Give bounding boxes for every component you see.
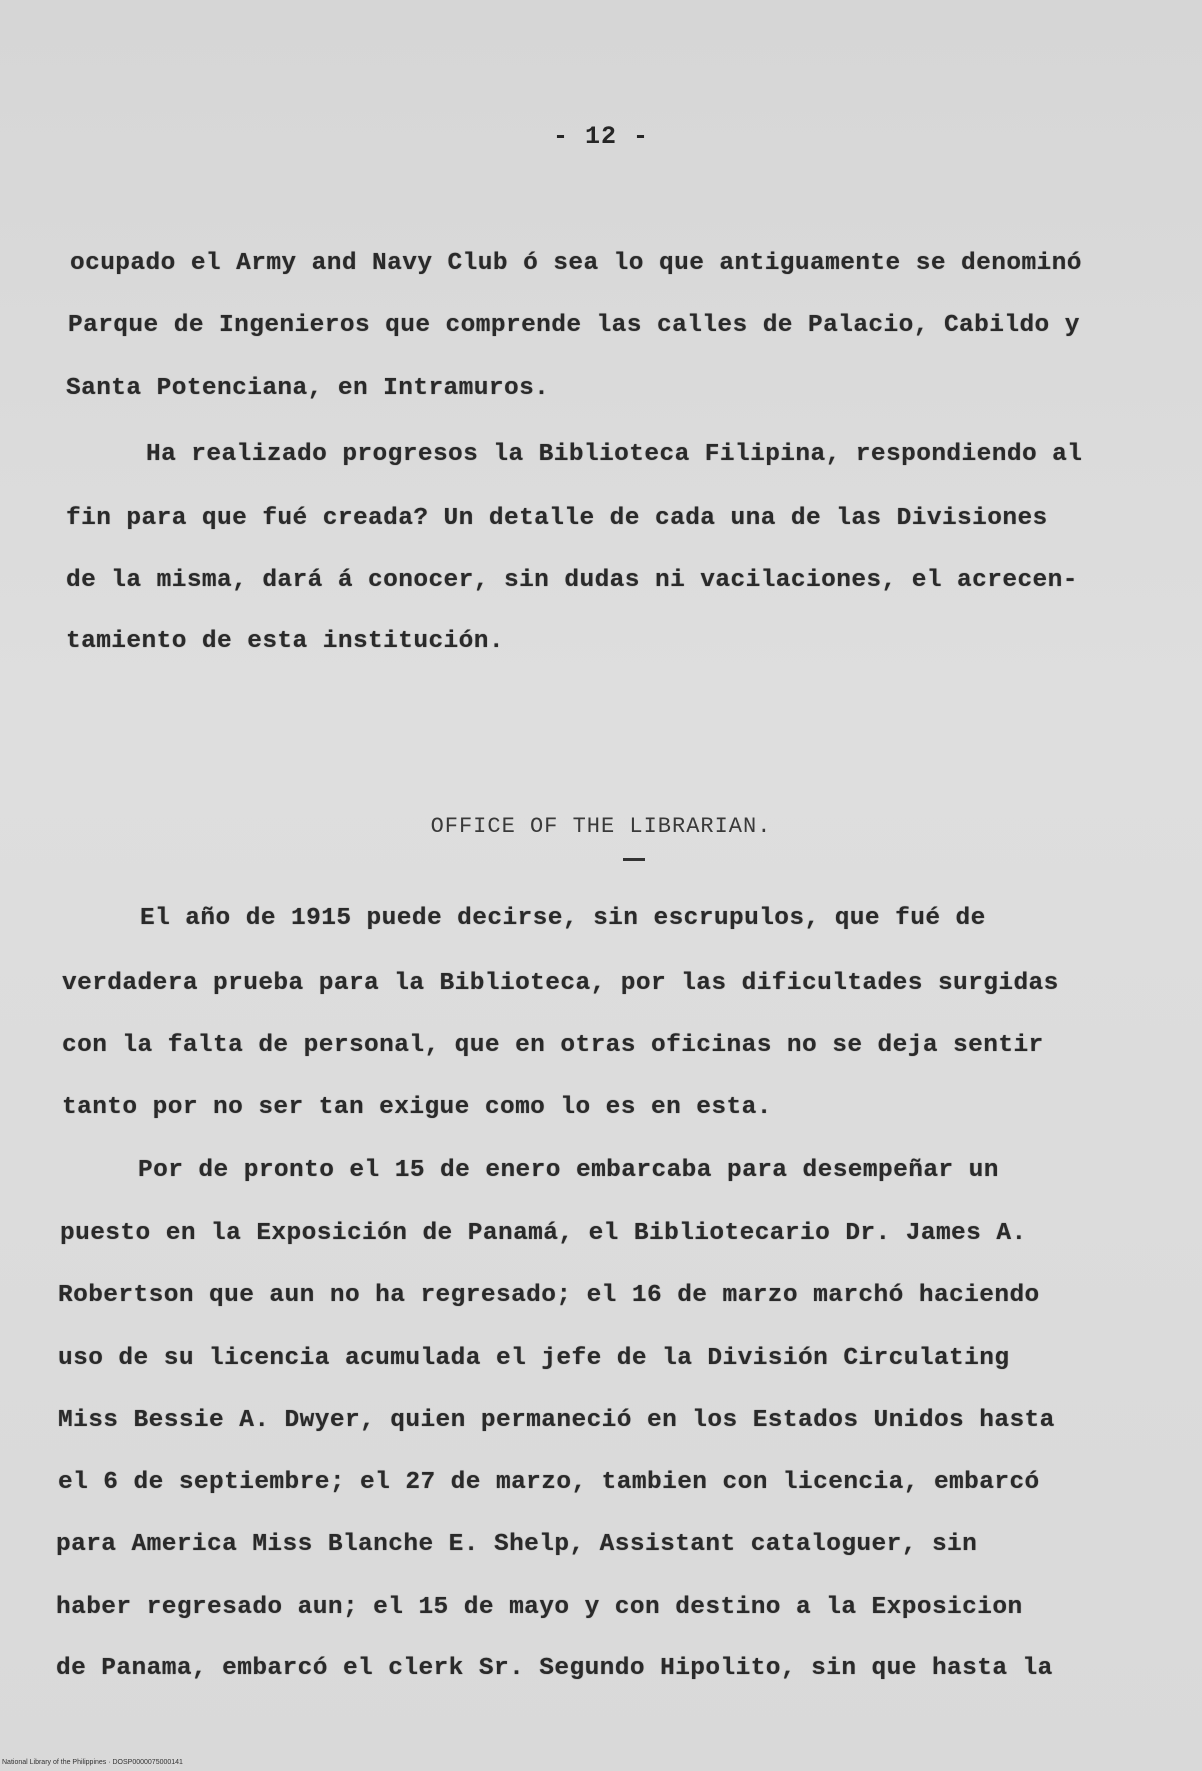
text-line: Ha realizado progresos la Biblioteca Filipina, respondiendo al — [146, 441, 1083, 468]
text-line: con la falta de personal, que en otras oficinas no se deja sentir — [62, 1032, 1044, 1059]
text-line: Miss Bessie A. Dwyer, quien permaneció en los Estados Unidos hasta — [58, 1407, 1055, 1434]
text-line: puesto en la Exposición de Panamá, el Bibliotecario Dr. James A. — [60, 1220, 1027, 1247]
text-line: tamiento de esta institución. — [66, 628, 504, 655]
text-line: tanto por no ser tan exigue como lo es en esta. — [62, 1094, 772, 1121]
text-line: verdadera prueba para la Biblioteca, por las dificultades surgidas — [62, 970, 1059, 997]
text-line: de la misma, dará á conocer, sin dudas ni vacilaciones, el acrecen- — [66, 567, 1078, 594]
text-line: El año de 1915 puede decirse, sin escrupulos, que fué de — [140, 905, 986, 932]
text-line: fin para que fué creada? Un detalle de cada una de las Divisiones — [66, 505, 1048, 532]
text-line: para America Miss Blanche E. Shelp, Assistant cataloguer, sin — [56, 1531, 978, 1558]
page-number: - 12 - — [552, 122, 649, 151]
text-line: Por de pronto el 15 de enero embarcaba para desempeñar un — [138, 1157, 999, 1184]
text-line: haber regresado aun; el 15 de mayo y con destino a la Exposicion — [56, 1594, 1023, 1621]
text-line: Robertson que aun no ha regresado; el 16 de marzo marchó haciendo — [58, 1282, 1040, 1309]
section-heading: OFFICE OF THE LIBRARIAN. — [430, 814, 772, 839]
text-line: de Panama, embarcó el clerk Sr. Segundo Hipolito, sin que hasta la — [56, 1655, 1053, 1682]
text-line: uso de su licencia acumulada el jefe de la División Circulating — [58, 1345, 1010, 1372]
text-line: Santa Potenciana, en Intramuros. — [66, 375, 550, 402]
text-line: Parque de Ingenieros que comprende las calles de Palacio, Cabildo y — [68, 312, 1080, 339]
heading-underline — [623, 858, 645, 861]
text-line: el 6 de septiembre; el 27 de marzo, tambien con licencia, embarcó — [58, 1469, 1040, 1496]
archive-footer: National Library of the Philippines · DOSP0000075000141 — [2, 1759, 183, 1766]
text-line: ocupado el Army and Navy Club ó sea lo que antiguamente se denominó — [70, 250, 1082, 277]
